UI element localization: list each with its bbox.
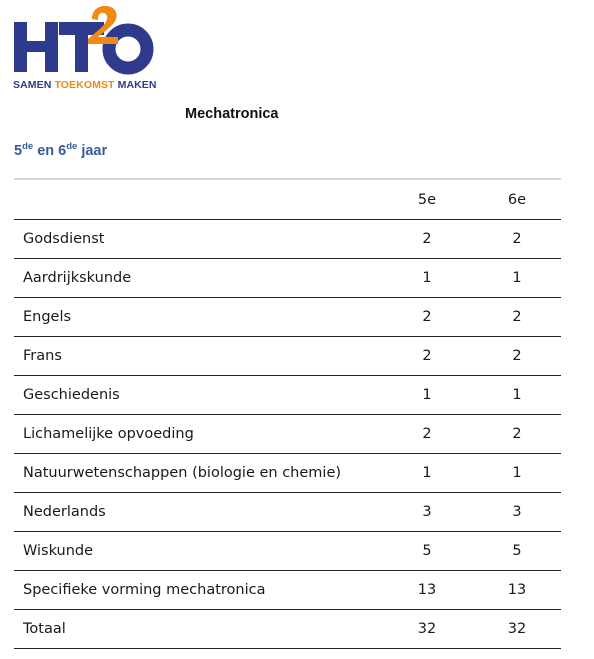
hours-5e-cell: 1: [381, 376, 473, 415]
table-row: [14, 454, 561, 493]
hours-5e-cell: 1: [381, 454, 473, 493]
table-row: [14, 532, 561, 571]
subject-cell: Engels: [14, 298, 381, 337]
table-row: [14, 376, 561, 415]
hours-6e-cell: 3: [473, 493, 561, 532]
subject-cell: Geschiedenis: [14, 376, 381, 415]
ht2o-logo-mark: [12, 6, 162, 78]
table-row: [14, 337, 561, 376]
logo-tagline: SAMEN TOEKOMST MAKEN: [13, 79, 157, 91]
table-row: [14, 220, 561, 259]
table-row: [14, 415, 561, 454]
table-row: [14, 610, 561, 649]
table-row: [14, 298, 561, 337]
header-subject: [14, 179, 381, 220]
subject-cell: Lichamelijke opvoeding: [14, 415, 381, 454]
hours-5e-cell: 2: [381, 337, 473, 376]
table-row: [14, 571, 561, 610]
subject-cell: Specifieke vorming mechatronica: [14, 571, 381, 610]
hours-5e-cell: 2: [381, 415, 473, 454]
hours-5e-cell: 32: [381, 610, 473, 649]
header-year-5: 5e: [381, 179, 473, 220]
hours-6e-cell: 2: [473, 337, 561, 376]
hours-5e-cell: 2: [381, 298, 473, 337]
hours-6e-cell: 5: [473, 532, 561, 571]
hours-5e-cell: 13: [381, 571, 473, 610]
document-title: Mechatronica: [185, 106, 279, 122]
table-row: [14, 259, 561, 298]
grade-subtitle: 5de en 6de jaar: [14, 141, 108, 159]
subject-cell: Wiskunde: [14, 532, 381, 571]
subject-cell: Natuurwetenschappen (biologie en chemie): [14, 454, 381, 493]
hours-5e-cell: 3: [381, 493, 473, 532]
curriculum-table: [14, 178, 561, 649]
hours-6e-cell: 2: [473, 220, 561, 259]
subject-cell: Frans: [14, 337, 381, 376]
subject-cell: Totaal: [14, 610, 381, 649]
hours-6e-cell: 1: [473, 376, 561, 415]
header-year-6: 6e: [473, 179, 561, 220]
hours-5e-cell: 5: [381, 532, 473, 571]
subject-cell: Nederlands: [14, 493, 381, 532]
hours-6e-cell: 1: [473, 454, 561, 493]
hours-6e-cell: 2: [473, 415, 561, 454]
hours-6e-cell: 2: [473, 298, 561, 337]
ht2o-logo: [12, 6, 162, 94]
subject-cell: Godsdienst: [14, 220, 381, 259]
hours-6e-cell: 1: [473, 259, 561, 298]
table-row: [14, 493, 561, 532]
hours-6e-cell: 32: [473, 610, 561, 649]
hours-5e-cell: 2: [381, 220, 473, 259]
hours-6e-cell: 13: [473, 571, 561, 610]
hours-5e-cell: 1: [381, 259, 473, 298]
table-header-row: [14, 179, 561, 220]
subject-cell: Aardrijkskunde: [14, 259, 381, 298]
